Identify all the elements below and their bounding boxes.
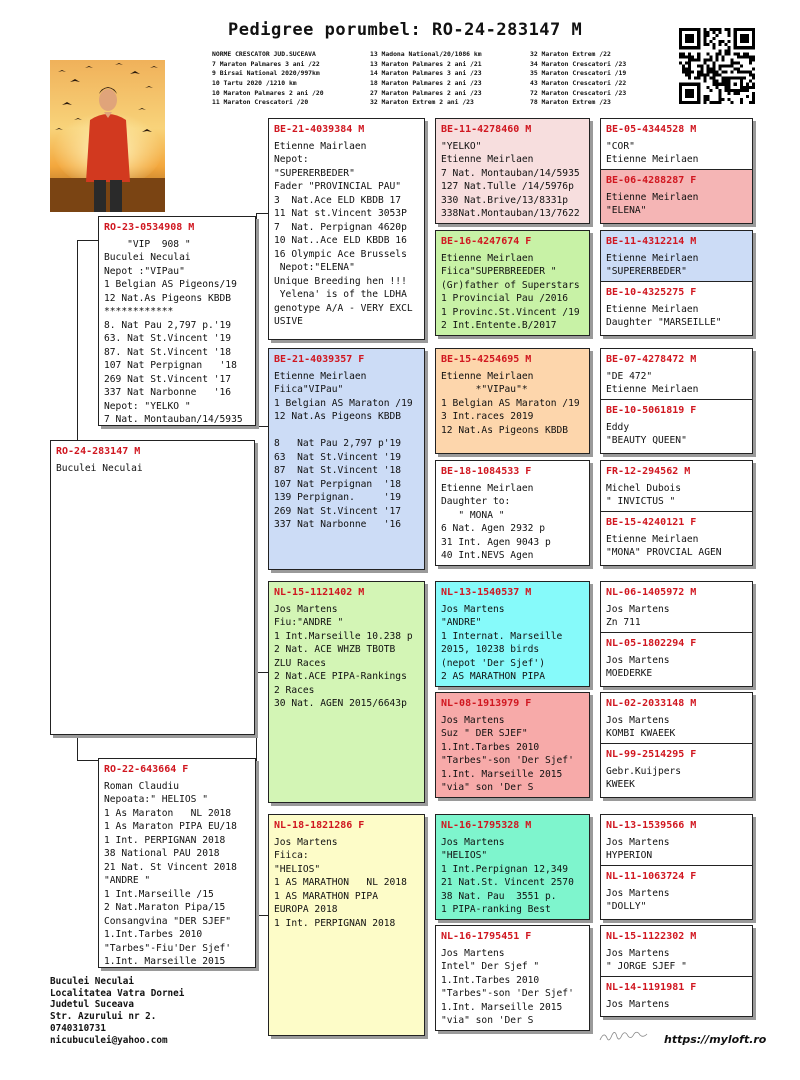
pigeon-ss-sire[interactable] bbox=[435, 118, 590, 224]
pigeon-info-line: 40 Int.NEVS Agen bbox=[441, 550, 534, 561]
result-line: 13 Madona National/20/1086 km bbox=[370, 50, 482, 58]
pigeon-info-line: 7 Nat. Montauban/14/5935 bbox=[441, 167, 580, 179]
pigeon-g5-9[interactable] bbox=[601, 582, 752, 632]
pigeon-info-line: Daughter to: bbox=[441, 496, 511, 507]
pigeon-info-line: 1 AS MARATHON PIPA bbox=[274, 890, 378, 902]
ring-number: NL-11-1063724 F bbox=[606, 871, 697, 882]
pigeon-info-line: 21 Nat.St. Vincent 2570 bbox=[441, 877, 574, 888]
pigeon-info-line: Jos Martens bbox=[274, 603, 338, 615]
pigeon-dd-sire[interactable] bbox=[435, 814, 590, 920]
contact-phone: 0740310731 bbox=[50, 1022, 106, 1034]
pigeon-info-line: Etienne Mairlaen bbox=[274, 140, 367, 152]
pigeon-info-line: 1.Int.Tarbes 2010 bbox=[104, 929, 203, 940]
pigeon-info-line: 1.Int. Marseille 2015 bbox=[441, 768, 563, 780]
ring-number: BE-15-4254695 M bbox=[441, 354, 532, 365]
pigeon-pair-3 bbox=[600, 348, 753, 454]
pigeon-info-line: "ANDRE " bbox=[104, 875, 151, 886]
pigeon-info-line: Fader "PROVINCIAL PAU" bbox=[274, 181, 402, 192]
pigeon-info-line: "DE 472" bbox=[606, 370, 653, 382]
pigeon-info-line: Fiica"VIPau" bbox=[274, 384, 344, 395]
pigeon-info-line: Etienne Meirlaen bbox=[441, 482, 534, 494]
pigeon-info-line: ************ bbox=[104, 306, 174, 317]
pigeon-sire[interactable] bbox=[98, 216, 256, 426]
pigeon-info-line: 2 Nat. ACE WHZB TBOTB bbox=[274, 644, 396, 655]
contact-email[interactable]: nicubuculei@yahoo.com bbox=[50, 1034, 168, 1046]
ring-number: BE-05-4344528 M bbox=[606, 124, 697, 135]
pigeon-info-line: 2 AS MARATHON PIPA bbox=[441, 671, 545, 682]
pigeon-info-line: 337 Nat Narbonne '16 bbox=[274, 519, 402, 530]
pigeon-info-line: 1 Provincial Pau /2016 bbox=[441, 293, 569, 304]
result-line: 34 Maraton Crescatori /23 bbox=[530, 59, 627, 68]
result-line: 18 Maraton Palmares 2 ani /23 bbox=[370, 79, 482, 88]
pigeon-info-line: 1 Int.Marseille /15 bbox=[104, 888, 214, 900]
pigeon-info-line: Etienne Meirlaen bbox=[606, 303, 699, 315]
pigeon-info-line: 330 Nat.Brive/13/8331p bbox=[441, 194, 569, 206]
result-line: 9 Birsai National 2020/997km bbox=[212, 69, 320, 78]
pigeon-info-line: "via" son 'Der S bbox=[441, 1015, 534, 1026]
breeder-photo bbox=[50, 60, 165, 212]
pigeon-info-line: Buculei Neculai bbox=[104, 252, 191, 263]
ring-number: BE-10-4325275 F bbox=[606, 287, 697, 298]
results-column-3 bbox=[530, 50, 626, 108]
ring-number: RO-22-643664 F bbox=[104, 764, 189, 775]
pigeon-info-line: Jos Martens bbox=[606, 887, 670, 899]
pigeon-g5-4[interactable] bbox=[601, 281, 752, 335]
pigeon-pair-6 bbox=[600, 692, 753, 798]
pigeon-info-line: Fiica: bbox=[274, 850, 309, 861]
pigeon-info-line: "COR" bbox=[606, 140, 635, 152]
pigeon-info-line: 2 Nat.ACE PIPA-Rankings bbox=[274, 671, 407, 682]
pigeon-info-line: Zn 711 bbox=[606, 617, 641, 628]
pigeon-info-line: Fiu:"ANDRE " bbox=[274, 617, 344, 628]
pigeon-info-line: 7 Nat. Montauban/14/5935 bbox=[104, 414, 243, 425]
pigeon-info-line: "VIP 908 " bbox=[104, 238, 191, 250]
ring-number: BE-10-5061819 F bbox=[606, 405, 697, 416]
result-line: 32 Maraton Extrem 2 ani /23 bbox=[370, 98, 474, 107]
pigeon-info-line: Etienne Meirlaen bbox=[606, 384, 699, 395]
pigeon-info-line: KOMBI KWAEEK bbox=[606, 728, 676, 739]
pigeon-info-line: "via" son 'Der S bbox=[441, 782, 534, 793]
connector-main-dam-v bbox=[77, 735, 79, 760]
contact-name: Buculei Neculai bbox=[50, 976, 134, 987]
pigeon-g5-16[interactable] bbox=[601, 976, 752, 1016]
pigeon-info-line: 1 Belgian AS Pigeons/19 bbox=[104, 279, 237, 290]
pigeon-info-line: Etienne Meirlaen bbox=[606, 154, 699, 165]
result-line: 27 Maraton Palmares 2 ani /23 bbox=[370, 88, 482, 97]
ring-number: BE-21-4039357 F bbox=[274, 354, 365, 365]
pigeon-info-line: 1.Int. Marseille 2015 bbox=[441, 1001, 563, 1013]
result-line: 14 Maraton Palmares 3 ani /23 bbox=[370, 69, 482, 78]
pigeon-info-line: 87 Nat St.Vincent '18 bbox=[274, 465, 402, 476]
pigeon-info-line: Etienne Meirlaen bbox=[606, 533, 699, 545]
ring-number: NL-14-1191981 F bbox=[606, 982, 697, 993]
ring-number: NL-15-1121402 M bbox=[274, 587, 365, 598]
results-column-1 bbox=[212, 50, 324, 108]
pigeon-info-line: 12 Nat.As Pigeons KBDB bbox=[274, 411, 402, 422]
pigeon-info-line: "YELKO" bbox=[441, 140, 482, 152]
pigeon-info-line: ZLU Races bbox=[274, 657, 326, 669]
ring-number: RO-24-283147 M bbox=[56, 446, 141, 457]
pigeon-info-line: 3 Int.races 2019 bbox=[441, 411, 534, 422]
pigeon-info-line: Jos Martens bbox=[441, 836, 505, 848]
pigeon-g5-13[interactable] bbox=[601, 815, 752, 865]
pigeon-g5-3[interactable] bbox=[601, 231, 752, 281]
pigeon-info-line: 1 Int. PERPIGNAN 2018 bbox=[274, 917, 396, 929]
pigeon-info-line: Etienne Meirlaen bbox=[441, 370, 534, 382]
result-line: 11 Maraton Crescatori /20 bbox=[212, 98, 309, 107]
pigeon-info-line: 139 Perpignan. '19 bbox=[274, 492, 402, 503]
pigeon-info-line: 269 Nat St.Vincent '17 bbox=[104, 373, 232, 385]
pigeon-sd-dam[interactable] bbox=[435, 460, 590, 566]
pigeon-info-line: USIVE bbox=[274, 316, 303, 327]
pigeon-info-line: 338Nat.Montauban/13/7622 bbox=[441, 208, 580, 219]
pigeon-info-line: "HELIOS" bbox=[441, 850, 488, 861]
pigeon-info-line: 11 Nat st.Vincent 3053P bbox=[274, 208, 407, 219]
pigeon-info-line: HYPERION bbox=[606, 850, 653, 861]
ring-number: NL-02-2033148 M bbox=[606, 698, 697, 709]
pigeon-info-line: EUROPA 2018 bbox=[274, 904, 338, 915]
pigeon-info-line: 1 Int. PERPIGNAN 2018 bbox=[104, 834, 226, 846]
pigeon-info-line: Nepot:"ELENA" bbox=[274, 262, 355, 273]
results-column-2 bbox=[370, 50, 482, 108]
pigeon-info-line: Nepoata:" HELIOS " bbox=[104, 794, 208, 805]
pigeon-info-line: " JORGE SJEF " bbox=[606, 961, 687, 972]
pigeon-pair-8 bbox=[600, 925, 753, 1017]
pigeon-info-line: 7 Nat. Perpignan 4620p bbox=[274, 221, 407, 233]
pigeon-pair-7 bbox=[600, 814, 753, 920]
pigeon-info-line: 1 Belgian AS Maraton /19 bbox=[274, 397, 413, 409]
pigeon-pair-1 bbox=[600, 118, 753, 224]
pigeon-info-line: 1 Internat. Marseille bbox=[441, 630, 563, 642]
result-line: 10 Tartu 2020 /1210 km bbox=[212, 79, 297, 88]
ring-number: BE-06-4288287 F bbox=[606, 175, 697, 186]
pigeon-info-line: genotype A/A - VERY EXCL bbox=[274, 302, 413, 314]
pigeon-g5-11[interactable] bbox=[601, 693, 752, 743]
pigeon-info-line: Fiica"SUPERBREEDER " bbox=[441, 266, 557, 277]
pigeon-info-line: 16 Olympic Ace Brussels bbox=[274, 248, 407, 260]
pigeon-main[interactable] bbox=[50, 440, 255, 735]
pigeon-info-line: 8. Nat Pau 2,797 p.'19 bbox=[104, 319, 232, 331]
pigeon-g5-8[interactable] bbox=[601, 511, 752, 565]
contact-locality: Localitatea Vatra Dornei bbox=[50, 987, 185, 999]
pigeon-info-line: Unique Breeding hen !!! bbox=[274, 275, 407, 287]
pigeon-info-line: 1 Belgian AS Maraton /19 bbox=[441, 397, 580, 409]
ring-number: NL-16-1795328 M bbox=[441, 820, 532, 831]
pigeon-pair-5 bbox=[600, 581, 753, 687]
ring-number: NL-15-1122302 M bbox=[606, 931, 697, 942]
pigeon-dam-dam[interactable] bbox=[268, 814, 425, 1036]
pigeon-info-line: Nepot: bbox=[274, 154, 309, 165]
result-line: 35 Maraton Crescatori /19 bbox=[530, 69, 627, 78]
pigeon-info-line: Michel Dubois bbox=[606, 482, 682, 494]
pigeon-info-line: "ANDRE" bbox=[441, 617, 482, 628]
pigeon-info-line: Nepot :"VIPau" bbox=[104, 265, 185, 277]
pigeon-info-line: Jos Martens bbox=[441, 603, 505, 615]
pigeon-info-line: 8 Nat Pau 2,797 p'19 bbox=[274, 438, 402, 449]
ring-number: NL-13-1540537 M bbox=[441, 587, 532, 598]
website-link[interactable]: https://myloft.ro bbox=[664, 1033, 767, 1046]
pigeon-g5-6[interactable] bbox=[601, 399, 752, 453]
result-line: NORME CRESCATOR JUD.SUCEAVA bbox=[212, 50, 316, 58]
pigeon-g5-5[interactable] bbox=[601, 349, 752, 399]
pigeon-info-line: 31 Int. Agen 9043 p bbox=[441, 536, 551, 548]
pigeon-info-line: 2 Int.Entente.B/2017 bbox=[441, 320, 557, 331]
pigeon-info-line: Etienne Meirlaen bbox=[274, 370, 367, 382]
pigeon-info-line: Jos Martens bbox=[441, 714, 505, 726]
pigeon-info-line: 107 Nat Perpignan '18 bbox=[104, 360, 237, 371]
pigeon-dam[interactable] bbox=[98, 758, 256, 968]
contact-county: Judetul Suceava bbox=[50, 999, 134, 1011]
page-title: Pedigree porumbel: RO-24-283147 M bbox=[228, 20, 583, 40]
ring-number: BE-18-1084533 F bbox=[441, 466, 532, 477]
pigeon-info-line: Jos Martens bbox=[606, 714, 670, 726]
pigeon-info-line: *"VIPau"* bbox=[441, 384, 528, 395]
pigeon-g5-2[interactable] bbox=[601, 169, 752, 223]
pigeon-ds-dam[interactable] bbox=[435, 692, 590, 798]
pigeon-info-line: " MONA " bbox=[441, 509, 505, 521]
pigeon-info-line: "SUPERERBEDER" bbox=[274, 167, 355, 179]
pigeon-info-line: Etienne Meirlaen bbox=[606, 252, 699, 264]
pigeon-info-line: "Tarbes"-son 'Der Sjef' bbox=[441, 988, 574, 999]
pigeon-info-line: "Tarbes"-Fiu'Der Sjef' bbox=[104, 942, 232, 954]
pigeon-info-line: Jos Martens bbox=[606, 998, 670, 1010]
signature-icon bbox=[598, 1030, 654, 1044]
pigeon-info-line: " INVICTUS " bbox=[606, 496, 676, 507]
pigeon-ss-dam[interactable] bbox=[435, 230, 590, 336]
result-line: 78 Maraton Extrem /23 bbox=[530, 98, 611, 107]
pigeon-info-line: Etienne Meirlaen bbox=[441, 252, 534, 264]
pigeon-info-line: Suz " DER SJEF" bbox=[441, 728, 528, 739]
pigeon-info-line: 127 Nat.Tulle /14/5976p bbox=[441, 181, 574, 192]
pigeon-info-line: 1 Int.Marseille 10.238 p bbox=[274, 630, 413, 642]
pigeon-info-line: KWEEK bbox=[606, 779, 635, 790]
pigeon-g5-1[interactable] bbox=[601, 119, 752, 169]
ring-number: NL-05-1802294 F bbox=[606, 638, 697, 649]
pigeon-info-line: Jos Martens bbox=[606, 836, 670, 848]
ring-number: BE-16-4247674 F bbox=[441, 236, 532, 247]
pigeon-info-line: Jos Martens bbox=[274, 836, 338, 848]
ring-number: NL-08-1913979 F bbox=[441, 698, 532, 709]
pigeon-info-line: Buculei Neculai bbox=[56, 462, 143, 474]
pigeon-info-line: Gebr.Kuijpers bbox=[606, 765, 682, 777]
pigeon-ds-sire[interactable] bbox=[435, 581, 590, 687]
ring-number: NL-18-1821286 F bbox=[274, 820, 365, 831]
pigeon-info-line: "MONA" PROVCIAL AGEN bbox=[606, 547, 722, 558]
pigeon-info-line: 1.Int.Tarbes 2010 bbox=[441, 741, 540, 753]
pigeon-dam-sire[interactable] bbox=[268, 581, 425, 803]
pigeon-info-line: 38 National PAU 2018 bbox=[104, 848, 220, 859]
breeder-contact bbox=[50, 976, 184, 1046]
pigeon-sire-sire[interactable] bbox=[268, 118, 425, 340]
contact-street: Str. Azurului nr 2. bbox=[50, 1011, 157, 1023]
ring-number: NL-16-1795451 F bbox=[441, 931, 532, 942]
ring-number: NL-99-2514295 F bbox=[606, 749, 697, 760]
pigeon-info-line: 1 As Maraton PIPA EU/18 bbox=[104, 821, 237, 832]
pigeon-info-line: MOEDERKE bbox=[606, 668, 653, 679]
pigeon-info-line: 3 Nat.Ace ELD KBDB 17 bbox=[274, 194, 402, 206]
pigeon-info-line: 21 Nat. St Vincent 2018 bbox=[104, 861, 237, 873]
pigeon-info-line: Jos Martens bbox=[441, 947, 505, 959]
pigeon-info-line: 12 Nat.As Pigeons KBDB bbox=[104, 292, 232, 304]
pigeon-info-line: 38 Nat. Pau 3551 p. bbox=[441, 890, 557, 902]
pigeon-info-line: Etienne Meirlaen bbox=[606, 191, 699, 203]
pigeon-info-line: 1 AS MARATHON NL 2018 bbox=[274, 877, 407, 888]
pigeon-info-line: Roman Claudiu bbox=[104, 780, 180, 792]
result-line: 32 Maraton Extrem /22 bbox=[530, 50, 611, 58]
pigeon-info-line: 1 As Maraton NL 2018 bbox=[104, 807, 232, 819]
pigeon-info-line: Intel" Der Sjef " bbox=[441, 961, 540, 972]
pigeon-g5-14[interactable] bbox=[601, 865, 752, 919]
pigeon-info-line: 87. Nat St.Vincent '18 bbox=[104, 346, 232, 358]
pigeon-info-line: 1.Int.Tarbes 2010 bbox=[441, 974, 540, 986]
pigeon-info-line: 63. Nat St.Vincent '19 bbox=[104, 333, 232, 344]
pigeon-info-line: 12 Nat.As Pigeons KBDB bbox=[441, 424, 569, 436]
pigeon-info-line: Nepot: "YELKO " bbox=[104, 400, 191, 412]
pigeon-info-line: 2015, 10238 birds bbox=[441, 644, 540, 655]
pigeon-info-line: 269 Nat St.Vincent '17 bbox=[274, 505, 402, 517]
pigeon-info-line: "Tarbes"-son 'Der Sjef' bbox=[441, 755, 574, 766]
pigeon-info-line: "DOLLY" bbox=[606, 901, 647, 912]
pigeon-info-line: Eddy bbox=[606, 421, 630, 433]
connector-main-dam-h bbox=[77, 760, 98, 762]
pigeon-info-line: 337 Nat Narbonne '16 bbox=[104, 387, 232, 398]
ring-number: BE-15-4240121 F bbox=[606, 517, 697, 528]
pigeon-info-line: "SUPERERBEDER" bbox=[606, 266, 687, 277]
pigeon-info-line: 63 Nat St.Vincent '19 bbox=[274, 451, 402, 463]
pigeon-g5-15[interactable] bbox=[601, 926, 752, 976]
pigeon-info-line: Consangvina "DER SJEF" bbox=[104, 915, 232, 927]
pigeon-info-line bbox=[274, 424, 419, 438]
pigeon-info-line: 1 PIPA-ranking Best bbox=[441, 904, 551, 915]
pigeon-g5-12[interactable] bbox=[601, 743, 752, 797]
ring-number: BE-11-4312214 M bbox=[606, 236, 697, 247]
pigeon-info-line: (Gr)father of Superstars bbox=[441, 279, 580, 291]
pigeon-info-line: "HELIOS" bbox=[274, 863, 321, 875]
pigeon-info-line: Jos Martens bbox=[606, 947, 670, 959]
result-line: 7 Maraton Palmares 3 ani /22 bbox=[212, 59, 320, 68]
pigeon-g5-7[interactable] bbox=[601, 461, 752, 511]
pigeon-info-line: 107 Nat Perpignan '18 bbox=[274, 478, 402, 490]
ring-number: FR-12-294562 M bbox=[606, 466, 691, 477]
result-line: 72 Maraton Crescatori /23 bbox=[530, 88, 627, 97]
pigeon-info-line: Yelena' is of the LDHA bbox=[274, 289, 407, 300]
ring-number: RO-23-0534908 M bbox=[104, 222, 195, 233]
pigeon-info-line: "BEAUTY QUEEN" bbox=[606, 435, 687, 446]
ring-number: NL-06-1405972 M bbox=[606, 587, 697, 598]
pigeon-info-line: 30 Nat. AGEN 2015/6643p bbox=[274, 698, 407, 709]
pigeon-pair-4 bbox=[600, 460, 753, 566]
pigeon-info-line: 1 Int.Perpignan 12,349 bbox=[441, 863, 569, 875]
pigeon-g5-10[interactable] bbox=[601, 632, 752, 686]
result-line: 43 Maraton Crescatori /22 bbox=[530, 79, 627, 88]
ring-number: BE-11-4278460 M bbox=[441, 124, 532, 135]
pigeon-info-line: 1.Int. Marseille 2015 bbox=[104, 956, 226, 967]
pigeon-info-line: 2 Races bbox=[274, 684, 315, 696]
pigeon-info-line: 6 Nat. Agen 2932 p bbox=[441, 523, 545, 534]
connector-main-sire bbox=[77, 240, 99, 441]
pigeon-info-line: "ELENA" bbox=[606, 205, 647, 216]
ring-number: BE-21-4039384 M bbox=[274, 124, 365, 135]
ring-number: NL-13-1539566 M bbox=[606, 820, 697, 831]
result-line: 10 Maraton Palmares 2 ani /20 bbox=[212, 88, 324, 97]
pigeon-pair-2 bbox=[600, 230, 753, 336]
pigeon-sd-sire[interactable] bbox=[435, 348, 590, 454]
pigeon-sire-dam[interactable] bbox=[268, 348, 425, 570]
pigeon-info-line: Daughter "MARSEILLE" bbox=[606, 317, 722, 328]
pigeon-info-line: Jos Martens bbox=[606, 603, 670, 615]
pigeon-info-line: 10 Nat..Ace ELD KBDB 16 bbox=[274, 235, 407, 246]
pigeon-info-line: Etienne Meirlaen bbox=[441, 154, 534, 165]
ring-number: BE-07-4278472 M bbox=[606, 354, 697, 365]
pigeon-info-line: Jos Martens bbox=[606, 654, 670, 666]
pigeon-info-line: 1 Provinc.St.Vincent /19 bbox=[441, 306, 580, 318]
pigeon-info-line: 2 Nat.Maraton Pipa/15 bbox=[104, 902, 226, 913]
pigeon-dd-dam[interactable] bbox=[435, 925, 590, 1031]
result-line: 13 Maraton Palmares 2 ani /21 bbox=[370, 59, 482, 68]
pigeon-info-line: (nepot 'Der Sjef') bbox=[441, 657, 545, 669]
qr-code-icon bbox=[679, 28, 755, 104]
